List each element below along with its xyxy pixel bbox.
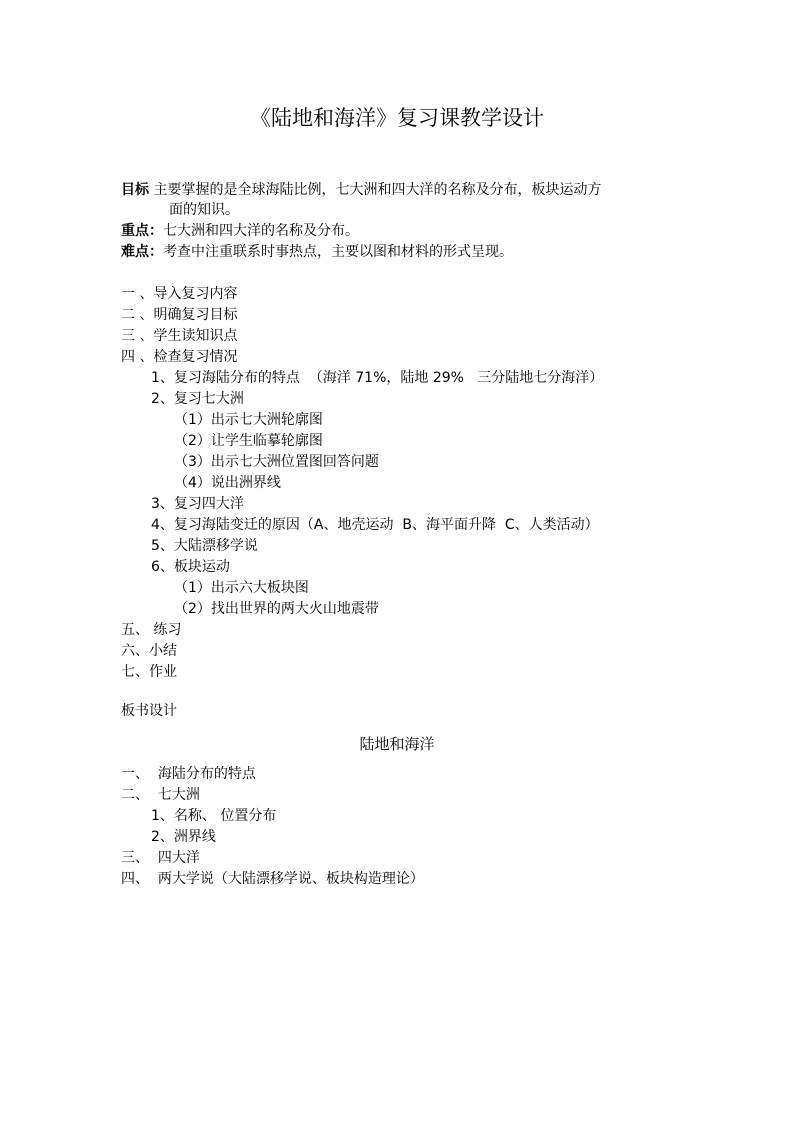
outline-item: 三 、学生读知识点 — [121, 328, 238, 344]
outline-subsubitem: （2）找出世界的两大火山地震带 — [174, 601, 379, 617]
outline-subitem: 1、复习海陆分布的特点 （海洋 71%，陆地 29% 三分陆地七分海洋） — [151, 370, 604, 386]
document-title: 《陆地和海洋》复习课教学设计 — [250, 106, 544, 130]
outline-subitem: 2、复习七大洲 — [151, 391, 244, 407]
outline-item: 七、作业 — [121, 664, 177, 680]
key-point-label: 重点： — [121, 223, 163, 239]
objective-label: 目标 — [121, 182, 149, 198]
key-point-line — [121, 222, 359, 240]
outline-item: 六、小结 — [121, 643, 177, 659]
outline-subsubitem: （1）出示六大板块图 — [174, 580, 309, 596]
board-item: 四、 两大学说（大陆漂移学说、板块构造理论） — [121, 871, 424, 887]
outline-subsubitem: （3）出示七大洲位置图回答问题 — [174, 454, 379, 470]
board-design-label: 板书设计 — [121, 703, 177, 719]
outline-subsubitem: （1）出示七大洲轮廓图 — [174, 412, 323, 428]
outline-subsubitem: （4）说出洲界线 — [174, 475, 281, 491]
outline-subitem: 4、复习海陆变迁的原因（A、地壳运动 B、海平面升降 C、人类活动） — [151, 517, 599, 533]
difficulty-label: 难点： — [121, 244, 163, 260]
board-item: 二、 七大洲 — [121, 787, 200, 803]
outline-item: 二 、明确复习目标 — [121, 307, 238, 323]
difficulty-text: 考查中注重联系时事热点，主要以图和材料的形式呈现。 — [163, 244, 513, 260]
outline-item: 一 、导入复习内容 — [121, 286, 238, 302]
board-design-subtitle: 陆地和海洋 — [359, 735, 435, 753]
outline-subitem: 5、大陆漂移学说 — [151, 538, 258, 554]
board-item: 一、 海陆分布的特点 — [121, 766, 256, 782]
key-point-text: 七大洲和四大洋的名称及分布。 — [163, 223, 359, 239]
outline-item: 五、 练习 — [121, 622, 182, 638]
outline-subitem: 6、板块运动 — [151, 559, 230, 575]
outline-subsubitem: （2）让学生临摹轮廓图 — [174, 433, 323, 449]
board-subitem: 2、洲界线 — [151, 829, 216, 845]
difficulty-line — [121, 243, 513, 261]
objective-line — [121, 181, 601, 199]
board-item: 三、 四大洋 — [121, 850, 200, 866]
objective-text-line1: 主要掌握的是全球海陆比例，七大洲和四大洋的名称及分布，板块运动方 — [153, 182, 602, 198]
outline-subitem: 3、复习四大洋 — [151, 496, 244, 512]
board-subitem: 1、名称、 位置分布 — [151, 808, 277, 824]
outline-item: 四 、检查复习情况 — [121, 349, 238, 365]
objective-text-line2: 面的知识。 — [169, 202, 239, 218]
